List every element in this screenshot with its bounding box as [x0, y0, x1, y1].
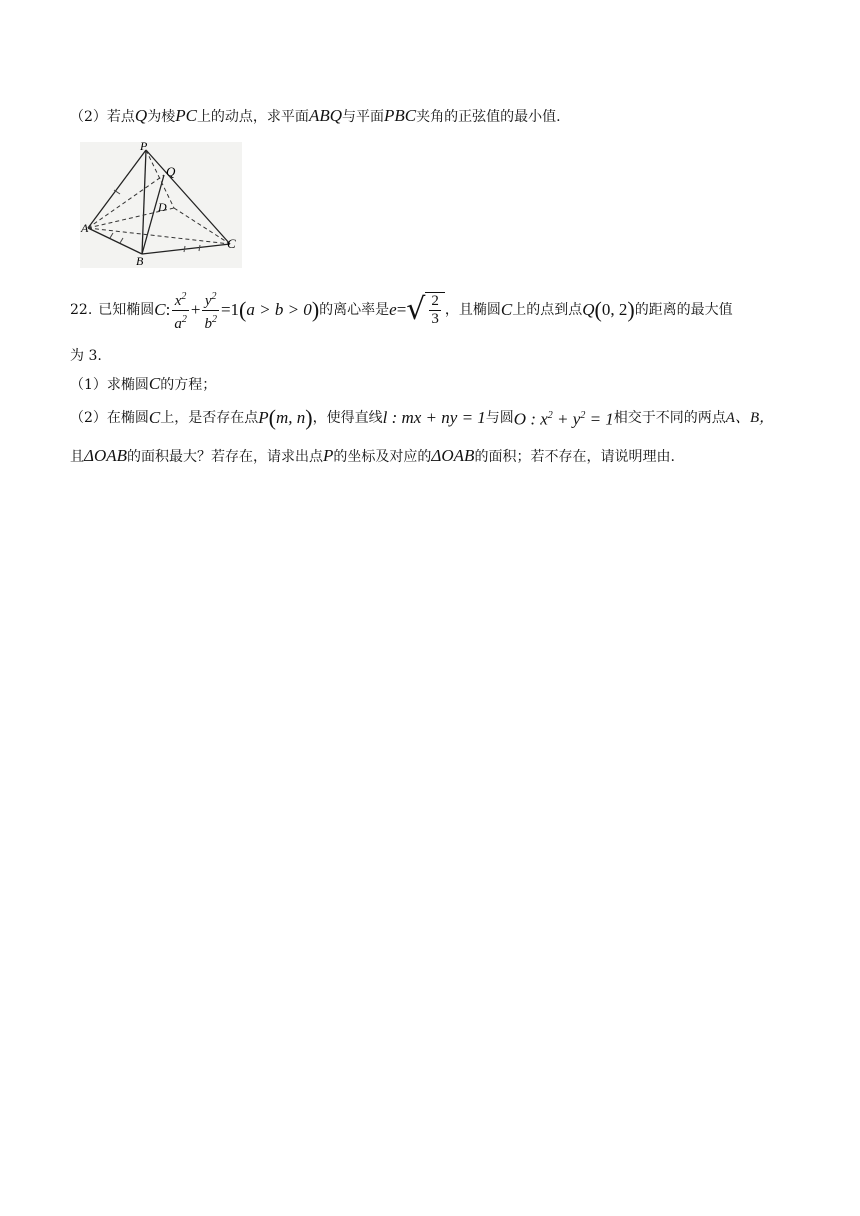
q22-line2	[70, 346, 102, 366]
math-e: e	[389, 300, 397, 319]
text: （2）若点	[70, 109, 135, 125]
label-d: D	[158, 200, 167, 214]
text: （2）在椭圆	[70, 409, 149, 426]
math-abq: ABQ	[308, 106, 342, 125]
sqrt-two-thirds: √ $\frac{2}{3}$	[406, 292, 445, 328]
pyramid-figure	[80, 142, 242, 268]
denominator: a	[174, 315, 182, 332]
q22-part2-line1: （2）在椭圆 C 上，是否存在点 P ( m, n ) ，使得直线 l : mx + ny = 1 与圆 O : $x^2 + y^2 = 1$ 相交于不同的两点 A、B，	[70, 404, 775, 430]
fraction-y2-b2: $\frac{y^2}{b^2}$	[202, 288, 219, 333]
text: 的面积；若不存在，请说明理由.	[474, 449, 675, 465]
math-eq1: =1	[220, 300, 240, 319]
q22-line1: 22. 已知椭圆 C : $\frac{x^2}{a^2}$ + $\frac{y^2}{b^2}$ =1 ( a > b > 0 ) 的离心率是 e = √ $\frac{2}{3}$ ，且椭圆 C 上的点到点 Q ( 0, 2 ) 的距离的最大值	[70, 289, 733, 331]
text: 的面积最大？若存在，请求出点	[127, 449, 324, 465]
math-line-eq: l : mx + ny = 1	[382, 407, 486, 427]
text: 与平面	[341, 109, 384, 125]
text: 的方程；	[160, 377, 217, 393]
denominator: 3	[431, 311, 439, 327]
math-triangle-oab: ΔOAB	[84, 446, 128, 465]
question-number: 22.	[70, 302, 93, 318]
denominator: b	[204, 315, 212, 332]
text: ，且椭圆	[444, 302, 501, 318]
text: 为 3.	[70, 348, 102, 364]
text: 上，是否存在点	[160, 409, 259, 426]
math-c: C	[154, 300, 166, 319]
q21-part2-line	[70, 106, 561, 127]
label-c: C	[227, 236, 236, 251]
fraction-x2-a2: $\frac{x^2}{a^2}$	[172, 288, 189, 333]
math-circle-eq: O : $x^2 + y^2 = 1$	[513, 409, 614, 429]
text: 为棱	[147, 109, 176, 125]
label-a: A	[81, 221, 89, 235]
math-p: P	[323, 446, 334, 465]
numerator: 2	[431, 293, 439, 309]
numerator: x	[174, 292, 182, 309]
math-points-ab: A、B，	[725, 409, 775, 426]
label-b: B	[136, 254, 144, 268]
text: 相交于不同的两点	[613, 409, 726, 426]
math-triangle-oab: ΔOAB	[431, 446, 475, 465]
math-p-coords: m, n	[275, 407, 306, 427]
math-c: C	[500, 300, 513, 319]
text: ，使得直线	[312, 409, 383, 426]
text: 与圆	[485, 409, 514, 426]
text: （1）求椭圆	[70, 377, 149, 393]
math-q-point: Q	[582, 300, 595, 319]
math-condition: a > b > 0	[246, 300, 312, 319]
text: 上的动点，求平面	[196, 109, 309, 125]
math-q-coords: 0, 2	[601, 300, 628, 319]
text: 的离心率是	[319, 302, 390, 318]
text: 已知椭圆	[98, 302, 155, 318]
text: 的距离的最大值	[634, 302, 733, 318]
math-p: P	[258, 407, 269, 427]
label-q: Q	[166, 164, 176, 179]
numerator: y	[204, 292, 212, 309]
text: 且	[70, 449, 84, 465]
math-colon: :	[165, 300, 171, 319]
math-q: Q	[134, 106, 148, 125]
text: 上的点到点	[512, 302, 583, 318]
q22-part2-line2	[70, 446, 675, 467]
label-p: P	[140, 142, 148, 153]
math-pbc: PBC	[383, 106, 417, 125]
math-c: C	[148, 374, 161, 393]
math-c: C	[148, 407, 161, 427]
q22-part1	[70, 374, 216, 395]
text: 夹角的正弦值的最小值.	[416, 109, 561, 125]
text: 的坐标及对应的	[333, 449, 432, 465]
math-eq: =	[396, 300, 407, 319]
math-pc: PC	[175, 106, 197, 125]
